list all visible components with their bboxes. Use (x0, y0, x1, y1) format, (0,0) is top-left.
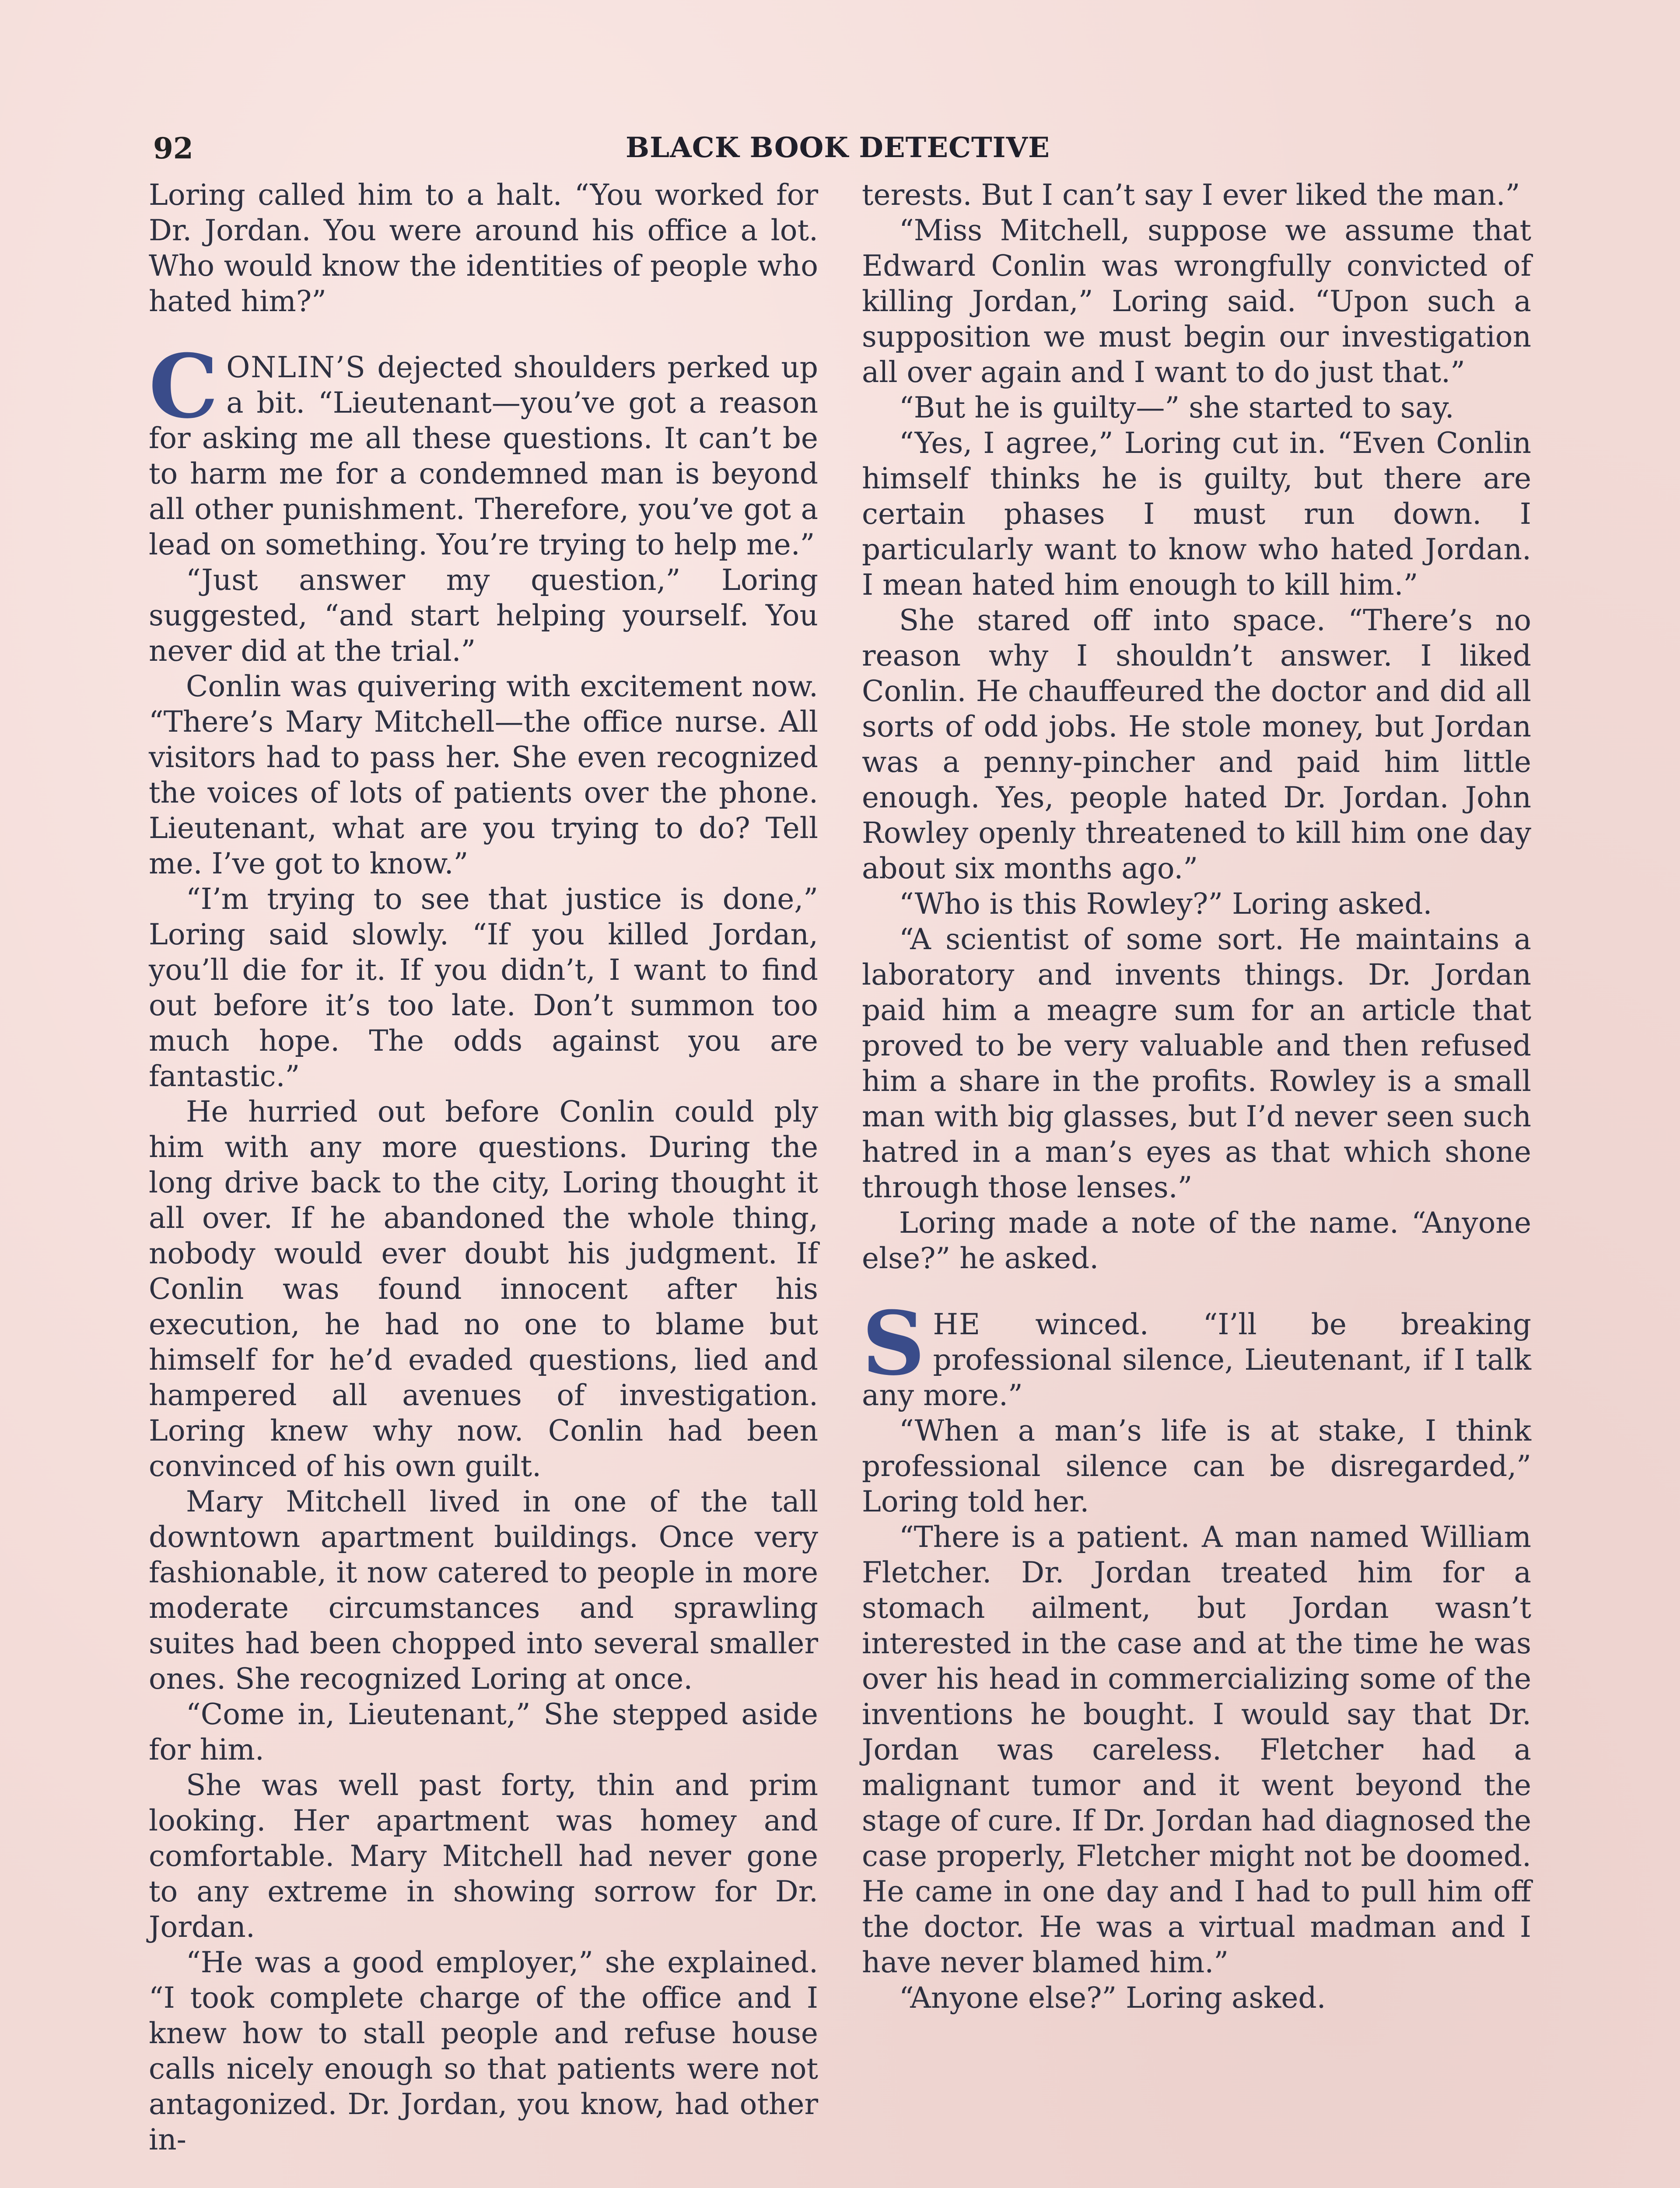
paragraph (862, 1292, 1531, 1413)
right-text-column (862, 177, 1531, 2016)
paragraph: “Miss Mitchell, suppose we assume that Edward Conlin was wrongfully convicted of killing Jordan,” Loring said. “Upon such a supposition we must begin our investigation all over again and I want to do just that.” (862, 214, 1531, 389)
drop-cap: S (862, 1292, 925, 1395)
lead-in-text: HE (933, 1308, 981, 1341)
paragraph: “There is a patient. A man named William Fletcher. Dr. Jordan treated him for a stomach ailment, but Jordan wasn’t interested in the case and at the time he was over his head in commercializing some of the inventions he bought. I would say that Dr. Jordan was careless. Fletcher had a malignant tumor and it went beyond the stage of cure. If Dr. Jordan had diagnosed the case properly, Fletcher might not be doomed. He came in one day and I had to pull him off the doctor. He was a virtual madman and I have never blamed him.” (862, 1520, 1531, 1979)
paragraph: “Just answer my question,” Loring suggested, “and start helping yourself. You never did at the trial.” (149, 563, 818, 668)
paragraph: “Yes, I agree,” Loring cut in. “Even Conlin himself thinks he is guilty, but there are certain phases I must run down. I particularly want to know who hated Jordan. I mean hated him enough to kill him.” (862, 426, 1531, 602)
drop-cap: C (149, 335, 219, 438)
paragraph: “Anyone else?” Loring asked. (899, 1981, 1326, 2015)
paragraph: “Come in, Lieutenant,” She stepped aside for him. (149, 1697, 818, 1767)
paragraph: “I’m trying to see that justice is done,” Loring said slowly. “If you killed Jordan, you’ll die for it. If you didn’t, I want to find out before it’s too late. Don’t summon too much hope. The odds against you are fantastic.” (149, 882, 818, 1093)
left-text-column (149, 177, 818, 2157)
paragraph: Conlin was quivering with excitement now. “There’s Mary Mitchell—the office nurse. All visitors had to pass her. She even recognized the voices of lots of patients over the phone. Lieutenant, what are you trying to do? Tell me. I’ve got to know.” (149, 670, 818, 880)
paragraph: “He was a good employer,” she explained. “I took complete charge of the office and I knew how to stall people and refuse house calls nicely enough so that patients were not antagonized. Dr. Jordan, you know, had other in- (149, 1946, 818, 2156)
paragraph: “A scientist of some sort. He maintains a laboratory and invents things. Dr. Jordan paid him a meagre sum for an article that proved to be very valuable and then refused him a share in the profits. Rowley is a small man with big glasses, but I’d never seen such hatred in a man’s eyes as that which shone through those lenses.” (862, 922, 1531, 1204)
paragraph: He hurried out before Conlin could ply him with any more questions. During the long drive back to the city, Loring thought it all over. If he abandoned the whole thing, nobody would ever doubt his judgment. If Conlin was found innocent after his execution, he had no one to blame but himself for he’d evaded questions, lied and hampered all avenues of investigation. Loring knew why now. Conlin had been convinced of his own guilt. (149, 1095, 818, 1483)
paragraph: “When a man’s life is at stake, I think professional silence can be disregarded,” Loring told her. (862, 1414, 1531, 1518)
paragraph (149, 335, 818, 562)
paragraph: Loring called him to a halt. “You worked for Dr. Jordan. You were around his office a lot. Who would know the identities of people who hated him?” (149, 178, 818, 318)
paragraph: “Who is this Rowley?” Loring asked. (899, 887, 1432, 921)
paragraph: She was well past forty, thin and prim looking. Her apartment was homey and comfortable. Mary Mitchell had never gone to any extreme in showing sorrow for Dr. Jordan. (149, 1768, 818, 1944)
paragraph: “But he is guilty—” she started to say. (899, 391, 1454, 424)
paragraph: She stared off into space. “There’s no reason why I shouldn’t answer. I liked Conlin. He chauffeured the doctor and did all sorts of odd jobs. He stole money, but Jordan was a penny-pincher and paid him little enough. Yes, people hated Dr. Jordan. John Rowley openly threatened to kill him one day about six months ago.” (862, 603, 1531, 885)
paragraph-text: winced. “I’ll be breaking professional silence, Lieutenant, if I talk any more.” (862, 1308, 1531, 1412)
page-number: 92 (153, 131, 193, 165)
page-header (153, 131, 1522, 179)
paragraph-text: dejected shoulders perked up a bit. “Lieutenant—you’ve got a reason for asking me all these questions. It can’t be to harm me for a condemned man is beyond all other punishment. Therefore, you’ve got a lead on something. You’re trying to help me.” (149, 351, 818, 561)
paragraph: Loring made a note of the name. “Anyone else?” he asked. (862, 1206, 1531, 1275)
lead-in-text: ONLIN’S (226, 351, 366, 384)
paragraph: terests. But I can’t say I ever liked the man.” (862, 178, 1520, 212)
paragraph: Mary Mitchell lived in one of the tall downtown apartment buildings. Once very fashionable, it now catered to people in more moderate circumstances and sprawling suites had been chopped into several smaller ones. She recognized Loring at once. (149, 1485, 818, 1696)
magazine-title: BLACK BOOK DETECTIVE (626, 131, 1050, 164)
